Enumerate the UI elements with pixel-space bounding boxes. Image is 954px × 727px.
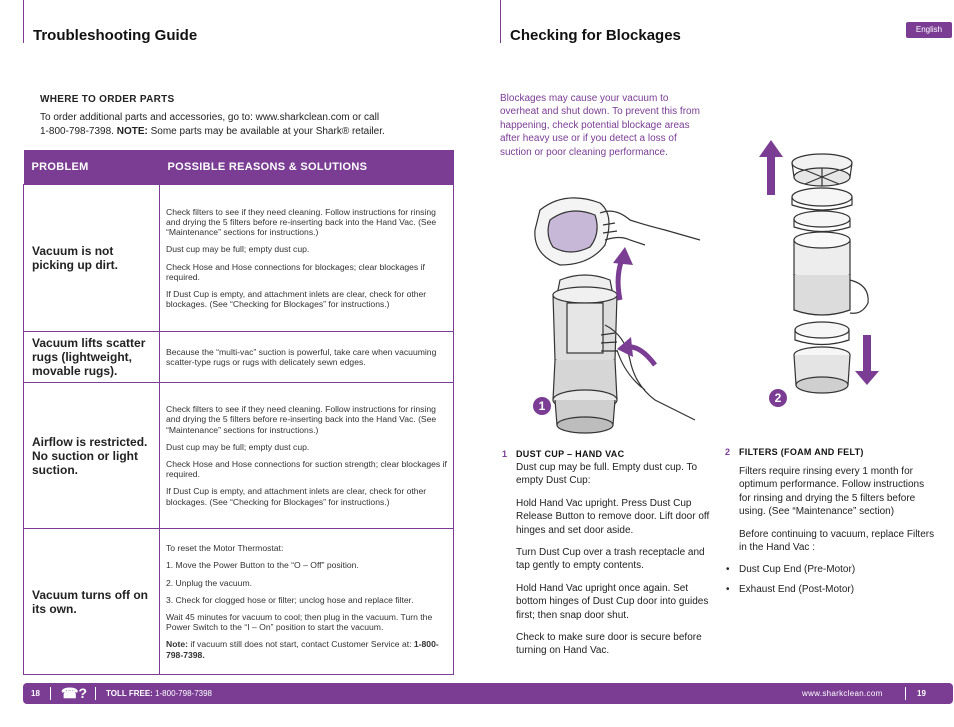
solution-text: If Dust Cup is empty, and attachment inlets are clear, check for other blockages. (See “Checking for Blockages” for instructions.) [166, 486, 427, 507]
solutions-cell [160, 529, 454, 675]
table-row [24, 529, 454, 675]
solution-text: To reset the Motor Thermostat: [166, 543, 284, 554]
solution-note: Note: if vacuum still does not start, contact Customer Service at: 1-800-798-7398. [166, 639, 439, 660]
step-2-body [726, 465, 936, 602]
phone-help-icon: ☎? [61, 685, 87, 701]
website-link[interactable]: www.sharkclean.com [802, 689, 883, 698]
solution-text: Check Hose and Hose connections for blockages; clear blockages if required. [166, 261, 425, 282]
step-1-paragraph: Dust cup may be full. Empty dust cup. To empty Dust Cup: [516, 462, 698, 487]
step-1-paragraph: Hold Hand Vac upright. Press Dust Cup Release Button to remove door. Lift door off hinges and set door aside. [516, 497, 710, 536]
table-row [24, 383, 454, 529]
column-header-solutions: POSSIBLE REASONS & SOLUTIONS [160, 150, 454, 185]
step-1-number: 1 [502, 449, 508, 459]
solution-text: Check filters to see if they need cleaning. Follow instructions for rinsing and drying the 5 filters before re-inserting back into the Hand Vac. (See “Maintenance” sections for instructions.) [166, 404, 437, 435]
page-number-right: 19 [917, 689, 926, 698]
table-row [24, 185, 454, 332]
solution-text: Check Hose and Hose connections for suction strength; clear blockages if required. [166, 459, 447, 480]
list-item: • Dust Cup End (Pre-Motor) [726, 563, 936, 576]
order-line-1: To order additional parts and accessories, go to: www.sharkclean.com or call [40, 112, 380, 123]
toll-free-text: TOLL FREE: 1-800-798-7398 [106, 689, 212, 698]
step-1-body [516, 461, 716, 667]
problem-cell: Vacuum is not picking up dirt. [24, 185, 160, 332]
solutions-cell [160, 185, 454, 332]
troubleshooting-table [23, 150, 454, 675]
problem-cell: Airflow is restricted. No suction or light suction. [24, 383, 160, 529]
footer-divider [95, 687, 96, 700]
step-1-heading: DUST CUP – HAND VAC [516, 449, 625, 459]
solutions-cell [160, 332, 454, 383]
page-title-troubleshooting: Troubleshooting Guide [33, 27, 198, 44]
solutions-cell [160, 383, 454, 529]
order-line-2: 1-800-798-7398. NOTE: Some parts may be available at your Shark® retailer. [40, 126, 385, 137]
solution-text: If Dust Cup is empty, and attachment inlets are clear, check for other blockages. (See “Checking for Blockages” for instructions.) [166, 288, 427, 310]
table-row [24, 332, 454, 383]
blockages-intro: Blockages may cause your vacuum to overheat and shut down. To prevent this from happening, check potential blockage areas after heavy use or if you detect a loss of suction or poor cleaning performance. [500, 93, 700, 158]
page-title-blockages: Checking for Blockages [510, 27, 681, 44]
step-2-paragraph: Filters require rinsing every 1 month for optimum performance. Follow instructions for rinsing and drying the 5 filters before using. (See “Maintenance” section) [739, 466, 925, 518]
solution-text: Check filters to see if they need cleaning. Follow instructions for rinsing and drying the 5 filters before re-inserting back into the Hand Vac. (See “Maintenance” sections for instructions.) [166, 206, 437, 238]
order-parts-text [40, 111, 450, 139]
order-note-label: NOTE: [116, 126, 148, 137]
page-number-left: 18 [31, 689, 40, 698]
list-item: • Exhaust End (Post-Motor) [726, 583, 936, 596]
step-2-paragraph: Before continuing to vacuum, replace Filters in the Hand Vac : [739, 528, 935, 554]
figure-1-label: 1 [533, 397, 551, 415]
left-margin-rule [23, 0, 24, 43]
step-2-heading: FILTERS (FOAM AND FELT) [739, 447, 864, 457]
solution-text: 3. Check for clogged hose or filter; unclog hose and replace filter. [166, 594, 414, 605]
solution-text: Dust cup may be full; empty dust cup. [166, 244, 310, 255]
solution-text: 2. Unplug the vacuum. [166, 577, 252, 588]
column-header-problem: PROBLEM [24, 150, 160, 185]
solution-text: Dust cup may be full; empty dust cup. [166, 441, 310, 452]
solution-text: Because the “multi-vac” suction is powerful, take care when vacuuming scatter-type rugs or rugs with delicately sewn edges. [166, 346, 437, 367]
footer-divider [50, 687, 51, 700]
solution-text: Wait 45 minutes for vacuum to cool; then plug in the vacuum. Turn the Power Switch to the “I – On” position to start the vacuum. [166, 612, 433, 633]
figure-2-label: 2 [769, 389, 787, 407]
customer-service-phone: 1-800-798-7398. [166, 639, 439, 660]
language-badge: English [906, 22, 952, 38]
filter-location-list [726, 563, 936, 596]
order-parts-heading: WHERE TO ORDER PARTS [40, 94, 175, 105]
problem-cell: Vacuum lifts scatter rugs (lightweight, movable rugs). [24, 332, 160, 383]
step-2-number: 2 [725, 447, 731, 457]
step-1-paragraph: Turn Dust Cup over a trash receptacle and tap gently to empty contents. [516, 547, 705, 572]
table-header-row [24, 150, 454, 185]
footer-divider [905, 687, 906, 700]
center-rule [500, 0, 501, 43]
step-1-paragraph: Check to make sure door is secure before turning on Hand Vac. [516, 632, 702, 657]
step-1-paragraph: Hold Hand Vac upright once again. Set bottom hinges of Dust Cup door into guides first; then snap door shut. [516, 582, 709, 621]
footer-bar [23, 683, 953, 704]
problem-cell: Vacuum turns off on its own. [24, 529, 160, 675]
solution-text: 1. Move the Power Button to the “O – Off” position. [166, 560, 359, 571]
